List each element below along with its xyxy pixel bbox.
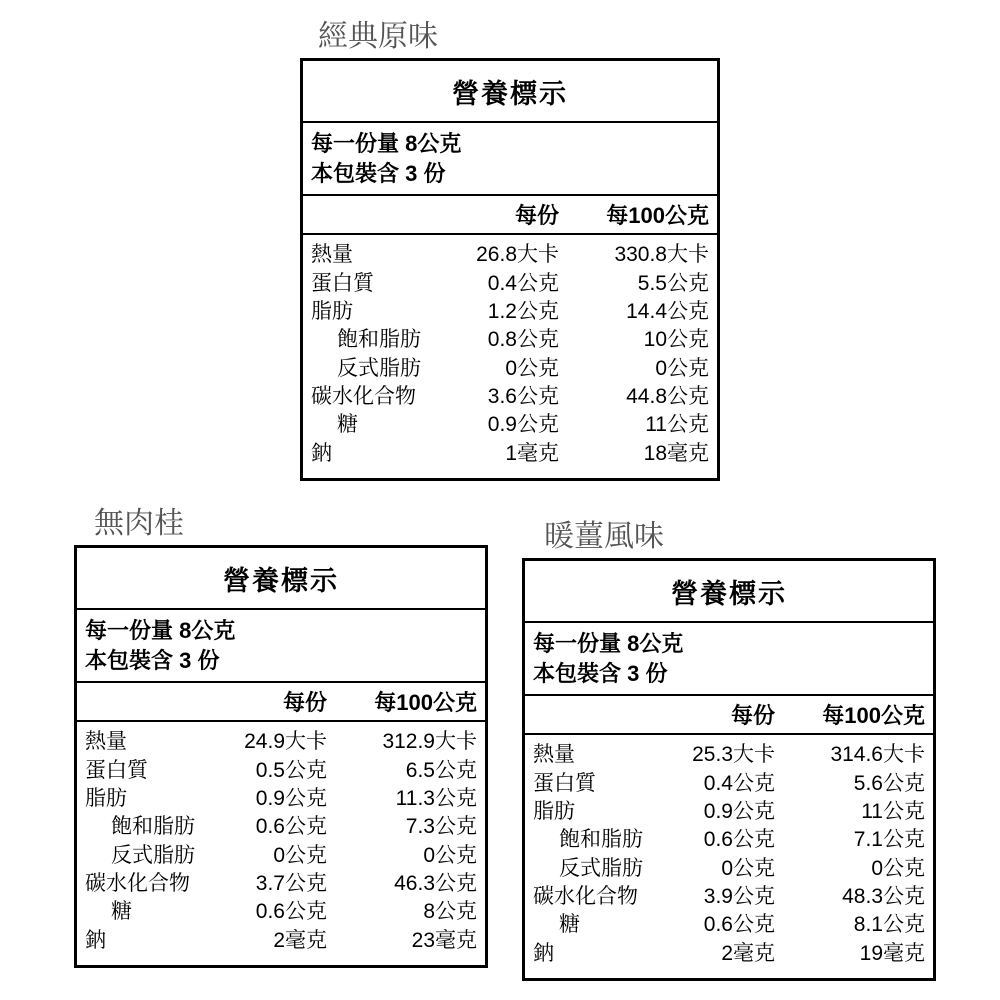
nutrient-per-100g: 314.6大卡	[830, 743, 925, 767]
nutrient-per-100g: 8公克	[423, 900, 477, 924]
nutrient-per-serving: 0.5公克	[255, 758, 327, 782]
nutrient-per-serving: 0公克	[273, 843, 327, 867]
nutrient-name: 蛋白質	[311, 271, 374, 295]
table-row	[533, 940, 925, 968]
table-row	[85, 927, 477, 955]
nutrient-per-100g: 312.9大卡	[382, 730, 477, 754]
nutrition-label	[522, 558, 936, 981]
nutrient-name: 熱量	[311, 243, 353, 267]
nutrient-name: 反式脂肪	[337, 356, 421, 380]
nutrition-panel-warm-ginger	[522, 522, 936, 981]
nutrition-label-heading: 營養標示	[77, 548, 485, 610]
nutrient-per-serving: 0.6公克	[703, 828, 775, 852]
table-row	[311, 298, 709, 326]
column-header-name	[533, 699, 645, 730]
table-row	[533, 883, 925, 911]
nutrition-label	[74, 545, 488, 968]
nutrient-name: 脂肪	[311, 300, 353, 324]
nutrient-name: 碳水化合物	[85, 872, 190, 896]
nutrient-per-100g: 10公克	[643, 328, 709, 352]
nutrient-per-100g: 7.3公克	[405, 815, 477, 839]
nutrient-rows	[303, 235, 717, 478]
table-row	[85, 785, 477, 813]
nutrient-name: 糖	[337, 413, 358, 437]
nutrient-name: 鈉	[311, 441, 332, 465]
nutrient-per-100g: 11公克	[645, 413, 709, 437]
nutrient-per-100g: 0公克	[423, 843, 477, 867]
column-header-row	[77, 683, 485, 722]
nutrient-per-100g: 46.3公克	[394, 872, 477, 896]
table-row	[311, 440, 709, 468]
nutrient-per-serving: 24.9大卡	[244, 730, 327, 754]
nutrient-name: 蛋白質	[85, 758, 148, 782]
table-row	[311, 411, 709, 439]
nutrient-per-100g: 14.4公克	[626, 300, 709, 324]
nutrient-per-serving: 3.6公克	[487, 385, 559, 409]
table-row	[311, 241, 709, 269]
nutrient-name: 鈉	[85, 928, 106, 952]
nutrient-per-100g: 7.1公克	[853, 828, 925, 852]
table-row	[533, 826, 925, 854]
nutrient-name: 脂肪	[533, 800, 575, 824]
column-header-per-serving: 每份	[730, 703, 775, 729]
nutrient-per-serving: 26.8大卡	[476, 243, 559, 267]
column-header-row	[303, 196, 717, 235]
table-row	[311, 355, 709, 383]
column-header-per-100g: 每100公克	[374, 690, 477, 716]
nutrient-per-serving: 0公克	[721, 856, 775, 880]
nutrient-per-100g: 23毫克	[411, 928, 477, 952]
nutrient-name: 飽和脂肪	[337, 328, 421, 352]
nutrition-label-heading: 營養標示	[303, 61, 717, 123]
nutrient-per-serving: 0.6公克	[255, 900, 327, 924]
nutrient-name: 蛋白質	[533, 771, 596, 795]
nutrient-per-serving: 2毫克	[721, 941, 775, 965]
nutrient-per-serving: 0.8公克	[487, 328, 559, 352]
serving-info	[77, 610, 485, 683]
serving-size: 每一份量 8公克	[311, 131, 462, 156]
nutrient-name: 鈉	[533, 941, 554, 965]
nutrition-label-heading: 營養標示	[525, 561, 933, 623]
nutrient-per-100g: 18毫克	[643, 441, 709, 465]
nutrient-per-serving: 0公克	[505, 356, 559, 380]
column-header-per-serving: 每份	[282, 690, 327, 716]
nutrition-panel-classic	[300, 22, 720, 481]
nutrient-name: 碳水化合物	[311, 385, 416, 409]
column-header-name	[85, 686, 197, 717]
nutrient-per-100g: 0公克	[655, 356, 709, 380]
nutrient-per-100g: 0公克	[871, 856, 925, 880]
nutrient-per-serving: 0.4公克	[703, 771, 775, 795]
nutrient-name: 反式脂肪	[559, 856, 643, 880]
table-row	[311, 383, 709, 411]
nutrition-label	[300, 58, 720, 481]
nutrient-per-serving: 0.6公克	[703, 913, 775, 937]
nutrient-name: 反式脂肪	[111, 843, 195, 867]
table-row	[85, 870, 477, 898]
nutrient-name: 碳水化合物	[533, 885, 638, 909]
nutrient-per-serving: 0.4公克	[487, 271, 559, 295]
servings-per-pack: 本包裝含 3 份	[311, 160, 446, 186]
table-row	[533, 911, 925, 939]
serving-info	[525, 623, 933, 696]
column-header-per-serving: 每份	[514, 203, 559, 229]
nutrient-per-serving: 0.9公克	[703, 800, 775, 824]
column-header-name	[311, 199, 429, 230]
serving-info	[303, 123, 717, 196]
nutrient-rows	[525, 735, 933, 978]
serving-size: 每一份量 8公克	[85, 618, 236, 643]
nutrient-per-serving: 3.7公克	[255, 872, 327, 896]
table-row	[533, 855, 925, 883]
table-row	[311, 270, 709, 298]
nutrient-per-100g: 11公克	[861, 800, 925, 824]
nutrient-name: 熱量	[533, 743, 575, 767]
table-row	[311, 326, 709, 354]
nutrient-name: 糖	[111, 900, 132, 924]
flavor-title: 經典原味	[318, 20, 438, 53]
nutrition-panel-no-cinnamon	[74, 509, 488, 968]
flavor-title: 暖薑風味	[544, 520, 664, 553]
table-row	[533, 770, 925, 798]
nutrient-per-serving: 2毫克	[273, 928, 327, 952]
servings-per-pack: 本包裝含 3 份	[85, 647, 220, 673]
column-header-per-100g: 每100公克	[606, 203, 709, 229]
column-header-per-100g: 每100公克	[822, 703, 925, 729]
nutrient-per-100g: 48.3公克	[842, 885, 925, 909]
nutrient-per-100g: 44.8公克	[626, 385, 709, 409]
nutrient-per-100g: 330.8大卡	[614, 243, 709, 267]
nutrient-per-serving: 25.3大卡	[692, 743, 775, 767]
nutrient-name: 飽和脂肪	[559, 828, 643, 852]
nutrient-name: 熱量	[85, 730, 127, 754]
table-row	[85, 842, 477, 870]
nutrient-per-100g: 8.1公克	[853, 913, 925, 937]
nutrient-per-serving: 0.9公克	[487, 413, 559, 437]
nutrient-per-serving: 3.9公克	[703, 885, 775, 909]
nutrient-per-100g: 5.6公克	[853, 771, 925, 795]
flavor-title: 無肉桂	[94, 507, 184, 540]
table-row	[85, 757, 477, 785]
table-row	[85, 813, 477, 841]
nutrient-per-100g: 11.3公克	[395, 787, 477, 811]
table-row	[85, 728, 477, 756]
table-row	[85, 898, 477, 926]
nutrient-rows	[77, 722, 485, 965]
table-row	[533, 741, 925, 769]
nutrient-per-serving: 1.2公克	[487, 300, 559, 324]
nutrient-per-100g: 6.5公克	[405, 758, 477, 782]
nutrient-name: 脂肪	[85, 787, 127, 811]
nutrient-name: 飽和脂肪	[111, 815, 195, 839]
nutrient-per-100g: 19毫克	[859, 941, 925, 965]
serving-size: 每一份量 8公克	[533, 631, 684, 656]
table-row	[533, 798, 925, 826]
nutrient-per-serving: 1毫克	[505, 441, 559, 465]
servings-per-pack: 本包裝含 3 份	[533, 660, 668, 686]
nutrient-per-100g: 5.5公克	[637, 271, 709, 295]
column-header-row	[525, 696, 933, 735]
nutrient-name: 糖	[559, 913, 580, 937]
nutrient-per-serving: 0.6公克	[255, 815, 327, 839]
nutrient-per-serving: 0.9公克	[255, 787, 327, 811]
